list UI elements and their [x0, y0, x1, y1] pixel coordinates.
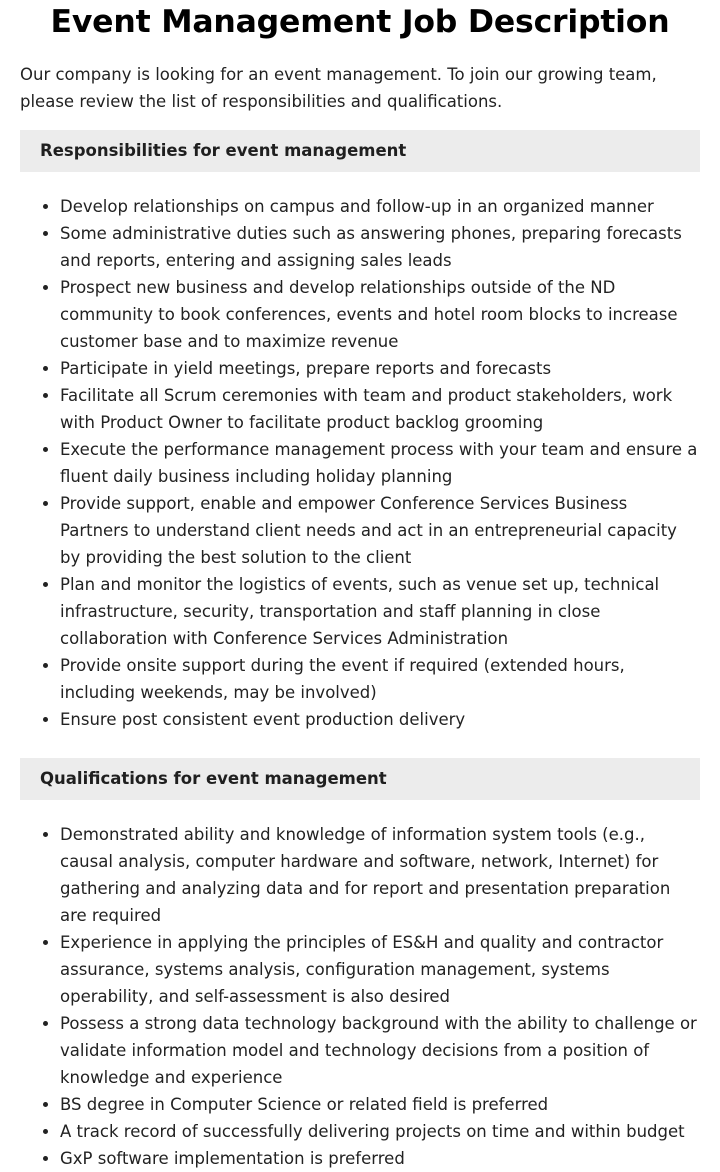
list-item: • Ensure post consistent event production delivery [60, 706, 700, 733]
list-item: • Facilitate all Scrum ceremonies with team and product stakeholders, work with Product Owner to facilitate product backlog grooming [60, 382, 700, 436]
list-item: • Demonstrated ability and knowledge of information system tools (e.g., causal analysis, computer hardware and software, network, Internet) for gathering and analyzing data and for report and presentation preparation are required [60, 821, 700, 929]
list-item: • A track record of successfully delivering projects on time and within budget [60, 1118, 700, 1145]
list-item: • Experience in applying the principles of ES&H and quality and contractor assurance, systems analysis, configuration management, systems operability, and self-assessment is also desired [60, 929, 700, 1010]
list-item: • Participate in yield meetings, prepare reports and forecasts [60, 355, 700, 382]
list-item: • Some administrative duties such as answering phones, preparing forecasts and reports, entering and assigning sales leads [60, 220, 700, 274]
qualifications-list [20, 821, 700, 1172]
list-item: • BS degree in Computer Science or related field is preferred [60, 1091, 700, 1118]
page-title: Event Management Job Description [50, 4, 670, 40]
list-item: • Prospect new business and develop relationships outside of the ND community to book conferences, events and hotel room blocks to increase customer base and to maximize revenue [60, 274, 700, 355]
list-item: • Plan and monitor the logistics of events, such as venue set up, technical infrastructure, security, transportation and staff planning in close collaboration with Conference Services Administration [60, 571, 700, 652]
list-item: • Provide support, enable and empower Conference Services Business Partners to understand client needs and act in an entrepreneurial capacity by providing the best solution to the client [60, 490, 700, 571]
list-item: • Execute the performance management process with your team and ensure a fluent daily business including holiday planning [60, 436, 700, 490]
responsibilities-list [20, 193, 700, 733]
list-item: • Provide onsite support during the event if required (extended hours, including weekends, may be involved) [60, 652, 700, 706]
list-item: • Possess a strong data technology background with the ability to challenge or validate information model and technology decisions from a position of knowledge and experience [60, 1010, 700, 1091]
list-item: • Develop relationships on campus and follow-up in an organized manner [60, 193, 700, 220]
qualifications-heading: Qualifications for event management [20, 758, 700, 800]
list-item: • GxP software implementation is preferred [60, 1145, 700, 1172]
responsibilities-heading: Responsibilities for event management [20, 130, 700, 172]
intro-paragraph: Our company is looking for an event management. To join our growing team, please review the list of responsibilities and qualifications. [20, 65, 657, 111]
